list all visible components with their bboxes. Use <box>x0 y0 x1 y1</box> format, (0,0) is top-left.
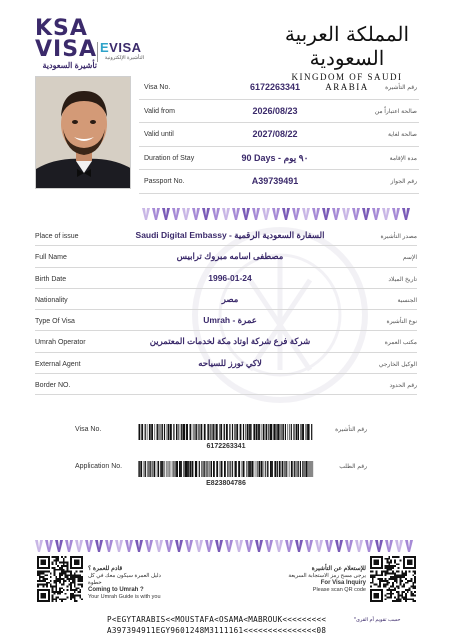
label: Full Name <box>35 254 67 262</box>
chevron-decoration <box>212 208 220 220</box>
label: Birth Date <box>35 275 67 283</box>
chevron-decoration <box>125 540 133 552</box>
label: Duration of Stay <box>144 154 195 162</box>
chevron-decoration <box>202 208 210 220</box>
chevron-decoration <box>182 208 190 220</box>
chevron-decoration <box>222 208 230 220</box>
inquiry-title-arabic: للإستعلام عن التأشيرة <box>311 566 366 572</box>
chevron-decoration <box>385 540 393 552</box>
chevron-decoration <box>242 208 250 220</box>
value: مصر <box>221 293 239 304</box>
chevron-decoration <box>405 540 413 552</box>
row-type-of-visa <box>35 310 417 331</box>
chevron-decoration <box>265 540 273 552</box>
barcode-number: 6172263341 <box>206 443 246 450</box>
evisa-e: E <box>100 40 110 55</box>
chevron-decoration <box>145 540 153 552</box>
row-passport-no <box>139 170 419 194</box>
machine-readable-zone <box>107 614 326 636</box>
value: 1996-01-24 <box>208 272 252 283</box>
label: Border NO. <box>35 382 71 390</box>
chevron-decoration <box>262 208 270 220</box>
chevron-decoration <box>55 540 63 552</box>
chevron-decoration <box>255 540 263 552</box>
row-visa-no <box>139 76 419 100</box>
visa-barcode-block <box>35 423 417 461</box>
label-arabic: صالحة لغاية <box>388 132 417 138</box>
label-arabic: صالحة اعتباراً من <box>374 108 417 115</box>
chevron-decoration <box>282 208 290 220</box>
holder-photo <box>35 76 131 189</box>
umrah-title-english: Coming to Umrah ? <box>88 587 144 593</box>
row-place-of-issue <box>35 225 417 246</box>
chevron-decoration <box>155 540 163 552</box>
chevron-decoration <box>362 208 370 220</box>
label: External Agent <box>35 360 81 368</box>
visa-barcode <box>137 424 315 440</box>
value: 2026/08/23 <box>252 105 298 116</box>
chevron-decoration <box>75 540 83 552</box>
chevron-decoration <box>312 208 320 220</box>
evisa-logo <box>100 40 144 61</box>
label-arabic: رقم التأشيرة <box>385 85 417 91</box>
chevron-decoration <box>252 208 260 220</box>
label-arabic: الإسم <box>402 255 417 262</box>
chevron-decoration <box>165 540 173 552</box>
row-nationality <box>35 289 417 310</box>
label-arabic: مكتب العمرة <box>384 340 417 347</box>
inquiry-title-english: For Visa Inquiry <box>320 580 366 586</box>
value: مصطفى اسامه مبروك ترابيس <box>176 251 284 262</box>
label-arabic: مدة الإقامة <box>389 155 417 162</box>
chevron-decoration <box>105 540 113 552</box>
chevron-decoration <box>162 208 170 220</box>
logo-divider <box>97 42 98 62</box>
barcode-label-arabic: رقم التأشيرة <box>335 427 367 433</box>
mrz-line-1: P<EGYTARABIS<<MOUSTAFA<OSAMA<MABROUK<<<<<<<<< <box>107 615 327 624</box>
logo-line-ksa: KSA <box>35 16 88 41</box>
label-arabic: نوع التأشيرة <box>386 319 417 326</box>
label: Valid until <box>144 131 174 138</box>
chevron-decoration <box>275 540 283 552</box>
logo-line-visa: VISA <box>35 37 98 62</box>
chevron-band-bottom <box>35 540 417 554</box>
chevron-decoration <box>395 540 403 552</box>
row-valid-from <box>139 100 419 124</box>
chevron-decoration <box>35 540 43 552</box>
label: Valid from <box>144 107 175 115</box>
value: Saudi Digital Embassy - السفارة السعودية الرقمية <box>135 230 325 240</box>
label: Type Of Visa <box>35 318 75 326</box>
chevron-decoration <box>305 540 313 552</box>
label: Visa No. <box>144 84 171 91</box>
chevron-decoration <box>342 208 350 220</box>
value: 90 Days - ٩٠ يوم <box>241 152 309 163</box>
kingdom-title-english: KINGDOM OF SAUDI ARABIA <box>291 72 403 92</box>
chevron-decoration <box>95 540 103 552</box>
barcode-number: E823804786 <box>206 480 246 487</box>
row-birth-date <box>35 268 417 289</box>
inquiry-line-english: Please scan QR code <box>312 587 366 593</box>
evisa-sub: التأشيرة الإلكترونية <box>104 55 144 61</box>
chevron-decoration <box>402 208 410 220</box>
chevron-decoration <box>45 540 53 552</box>
chevron-decoration <box>382 208 390 220</box>
label-arabic: الجنسية <box>397 297 417 304</box>
chevron-decoration <box>192 208 200 220</box>
label: Umrah Operator <box>35 339 86 347</box>
chevron-decoration <box>272 208 280 220</box>
chevron-decoration <box>365 540 373 552</box>
mrz-line-2: A397394911EGY9601248M3111161<<<<<<<<<<<<<<<08 <box>107 626 327 635</box>
value: لاكي تورز للسياحه <box>198 357 262 368</box>
chevron-decoration <box>292 208 300 220</box>
chevron-decoration <box>235 540 243 552</box>
chevron-decoration <box>115 540 123 552</box>
umrah-title-arabic: قادم للعمرة ؟ <box>88 566 123 572</box>
chevron-decoration <box>332 208 340 220</box>
row-duration <box>139 147 419 171</box>
chevron-decoration <box>85 540 93 552</box>
visa-inquiry-text <box>276 566 366 594</box>
barcode-label-arabic: رقم الطلب <box>339 464 367 470</box>
value: شركة فرع شركة اوتاد مكة لخدمات المعتمرين <box>149 336 311 347</box>
row-umrah-operator <box>35 331 417 352</box>
chevron-decoration <box>335 540 343 552</box>
chevron-decoration <box>345 540 353 552</box>
visa-inquiry-qr-code[interactable] <box>370 556 416 602</box>
chevron-decoration <box>172 208 180 220</box>
chevron-decoration <box>355 540 363 552</box>
chevron-decoration <box>285 540 293 552</box>
application-barcode <box>137 461 315 477</box>
visa-details-table <box>35 225 417 395</box>
evisa-word: VISA <box>109 40 142 55</box>
label-arabic: الوكيل الخارجي <box>378 361 417 368</box>
application-barcode-block <box>35 460 417 498</box>
chevron-decoration <box>135 540 143 552</box>
label: Passport No. <box>144 178 185 185</box>
chevron-decoration <box>185 540 193 552</box>
chevron-decoration <box>142 208 150 220</box>
umrah-guide-qr-code[interactable] <box>37 556 83 602</box>
chevron-decoration <box>205 540 213 552</box>
chevron-decoration <box>225 540 233 552</box>
chevron-decoration <box>295 540 303 552</box>
ksa-visa-logo <box>35 18 97 70</box>
chevron-decoration <box>215 540 223 552</box>
label-arabic: رقم الحدود <box>389 383 417 390</box>
label-arabic: تاريخ الميلاد <box>388 276 417 283</box>
visa-info-table <box>139 76 419 194</box>
umrah-line-arabic: دليل العمرة سيكون معك في كل خطوة <box>88 573 161 586</box>
chevron-decoration <box>372 208 380 220</box>
label: Place of issue <box>35 233 79 240</box>
row-border-no <box>35 374 417 395</box>
chevron-decoration <box>322 208 330 220</box>
chevron-decoration <box>195 540 203 552</box>
value: 6172263341 <box>249 82 301 92</box>
row-full-name <box>35 246 417 267</box>
chevron-decoration <box>175 540 183 552</box>
chevron-decoration <box>152 208 160 220</box>
barcode-label: Visa No. <box>75 426 102 433</box>
chevron-decoration <box>392 208 400 220</box>
chevron-decoration <box>232 208 240 220</box>
label-arabic: مصدر التأشيرة <box>380 234 417 240</box>
value: Umrah - عمرة <box>203 315 257 326</box>
chevron-decoration <box>375 540 383 552</box>
chevron-decoration <box>315 540 323 552</box>
chevron-decoration <box>65 540 73 552</box>
value: A39739491 <box>251 176 299 186</box>
row-valid-until <box>139 123 419 147</box>
chevron-decoration <box>325 540 333 552</box>
label-arabic: رقم الجواز <box>390 179 417 185</box>
kingdom-title-arabic: المملكة العربية السعودية <box>284 22 410 70</box>
calendar-note: *حسب تقويم أم القرى <box>354 617 401 623</box>
row-external-agent <box>35 353 417 374</box>
umrah-guide-text <box>88 566 168 601</box>
umrah-line-english: Your Umrah Guide is with you <box>88 594 161 600</box>
chevron-decoration <box>352 208 360 220</box>
logo-arabic-sub: تأشيرة السعودية <box>42 61 97 70</box>
barcode-label: Application No. <box>75 463 123 470</box>
label: Nationality <box>35 296 68 304</box>
value: 2027/08/22 <box>252 129 298 139</box>
chevron-decoration <box>302 208 310 220</box>
inquiry-line-arabic: يرجى مسح رمز الاستجابة السريعة <box>288 573 366 579</box>
chevron-decoration <box>245 540 253 552</box>
